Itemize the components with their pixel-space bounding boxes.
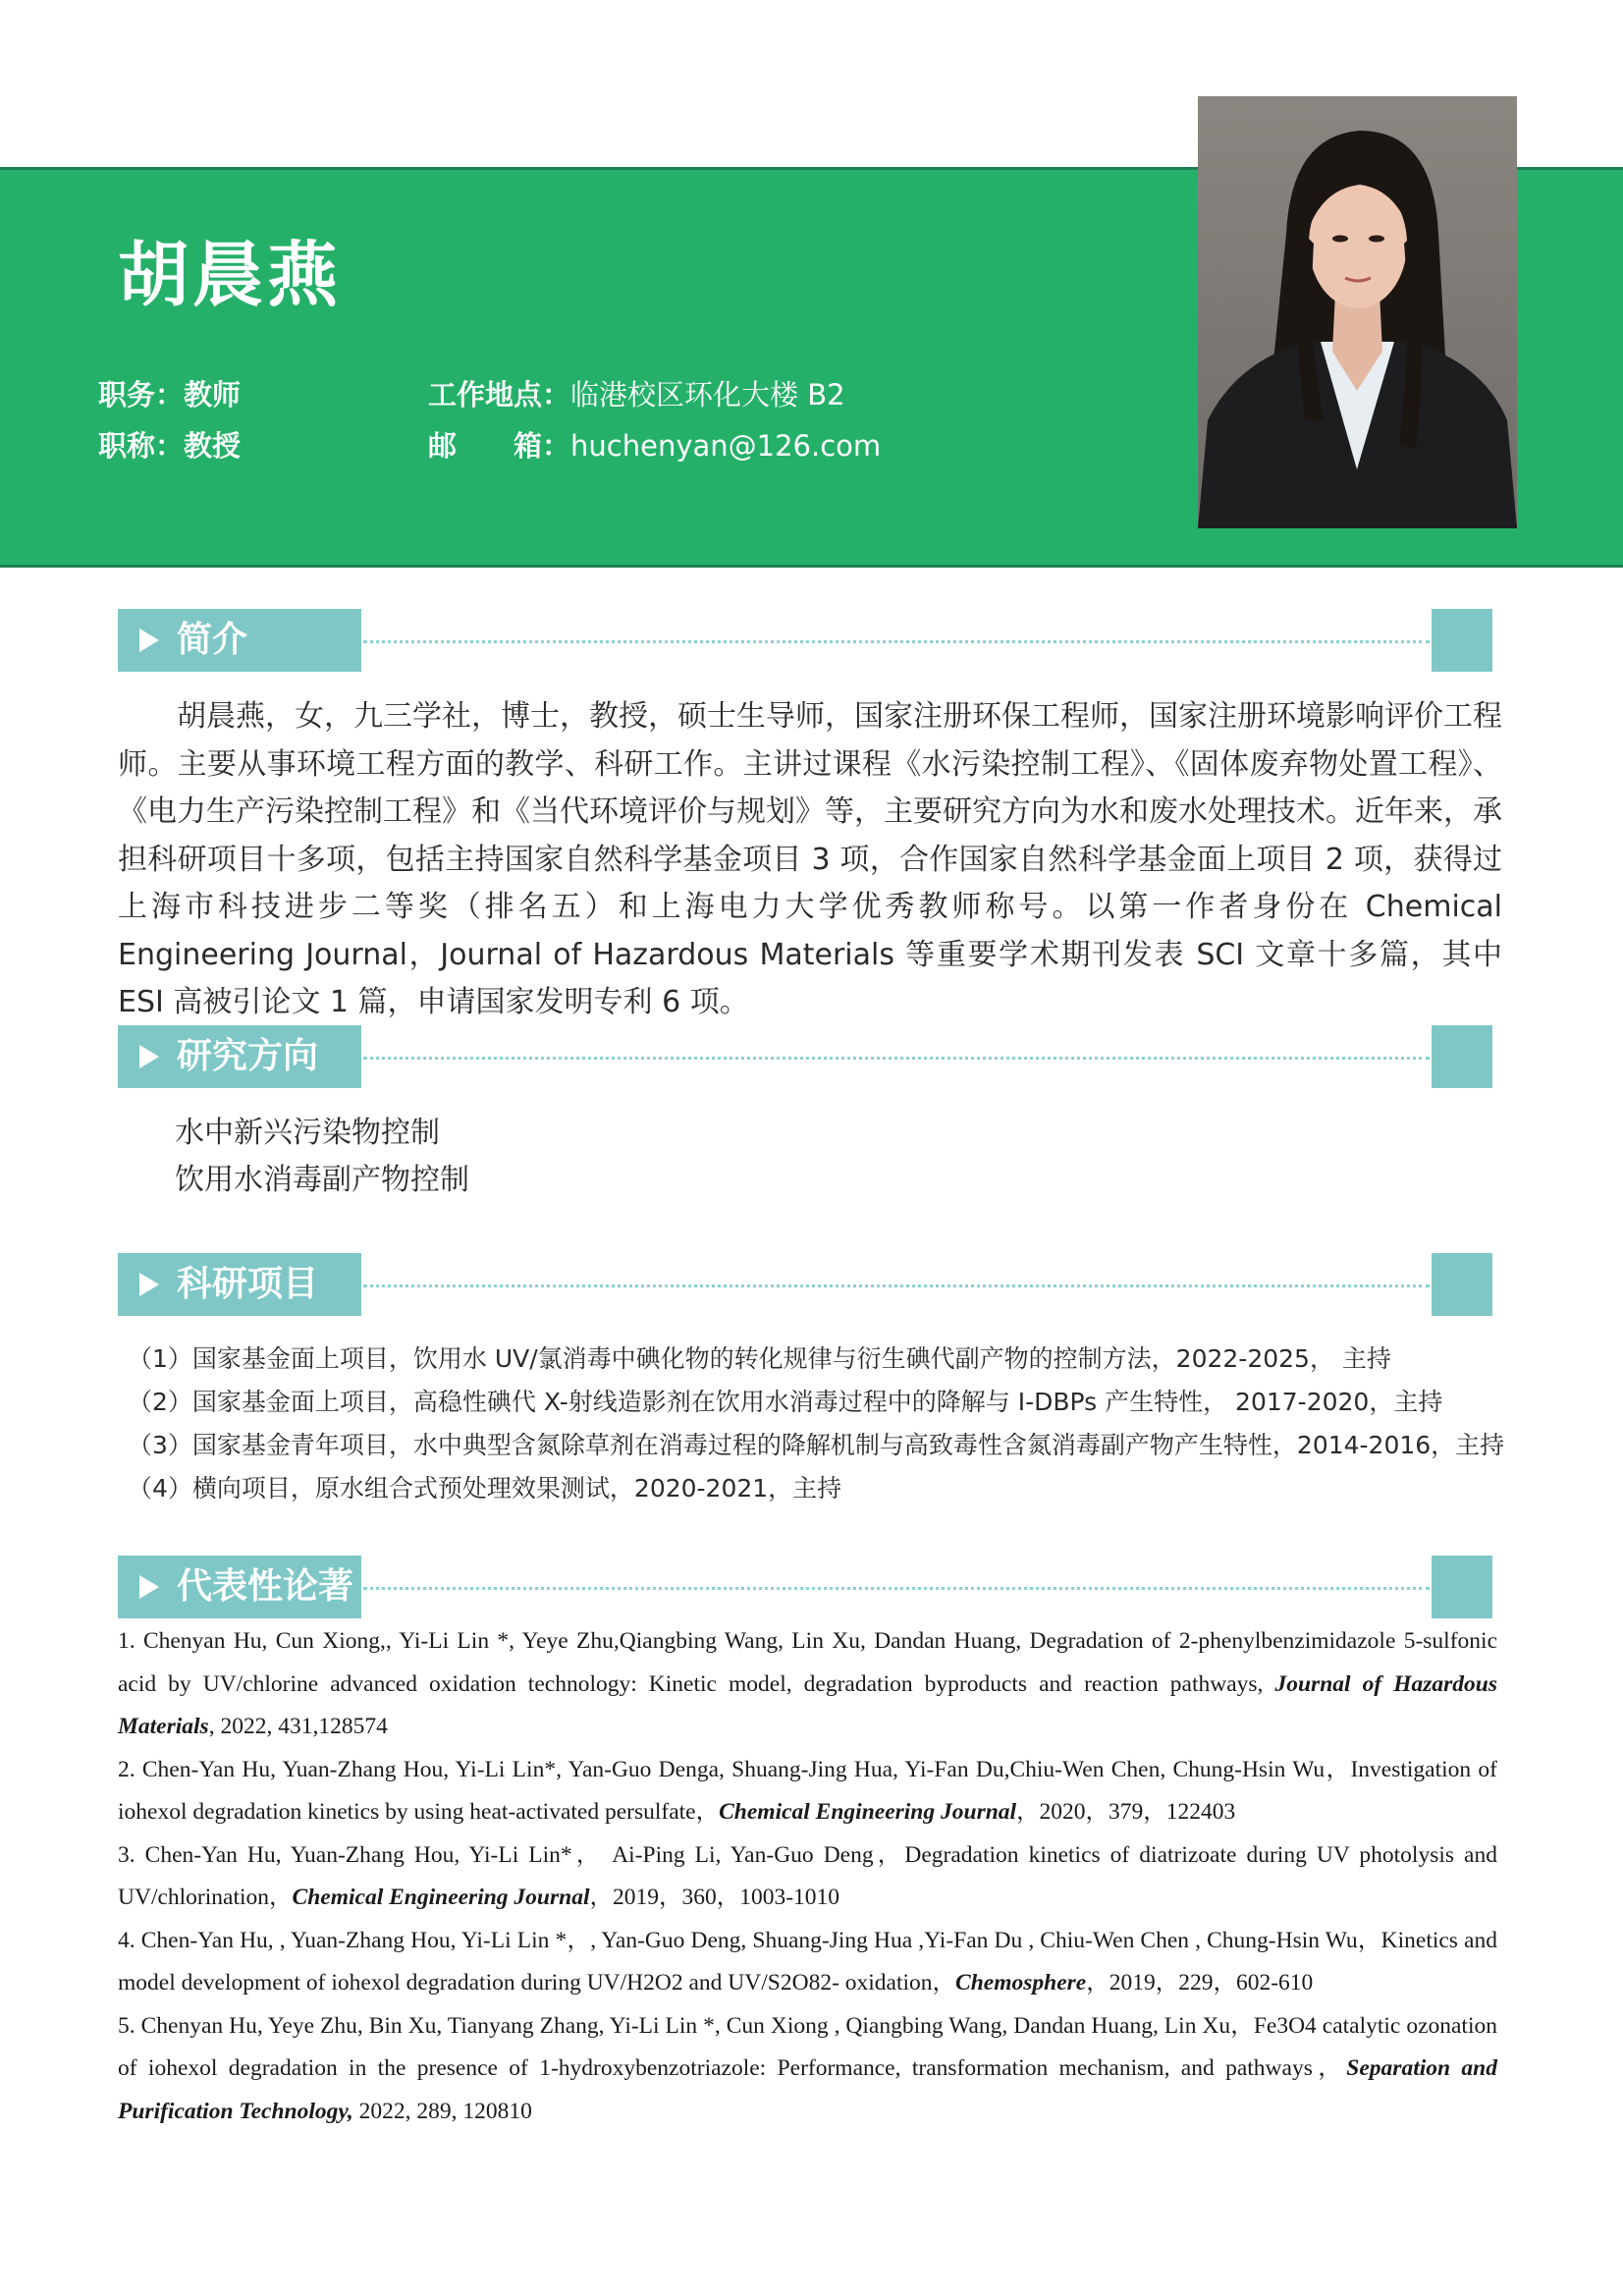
person-name: 胡晨燕 xyxy=(118,234,343,316)
triangle-icon xyxy=(139,1273,159,1296)
section-header-intro xyxy=(118,609,1492,672)
dotted-divider xyxy=(363,1587,1430,1590)
section-title: 科研项目 xyxy=(177,1264,319,1304)
research-item: 饮用水消毒副产物控制 xyxy=(175,1163,469,1197)
section-header-projects xyxy=(118,1253,1492,1316)
paper-citation: 4. Chen-Yan Hu, , Yuan-Zhang Hou, Yi-Li Lin *，, Yan-Guo Deng, Shuang-Jing Hua ,Yi-Fan Du , Chiu-Wen Chen , Chung-Hsin Wu，Kinetics and model development of iohexol degradation during UV/H2O2 and UV/S2O82- oxidation， xyxy=(118,1927,1497,1995)
location-value: 临港校区环化大楼 B2 xyxy=(570,378,845,411)
email-label: 邮 箱： xyxy=(428,429,571,463)
position-info xyxy=(98,373,241,413)
paper-citation: 2. Chen-Yan Hu, Yuan-Zhang Hou, Yi-Li Lin*, Yan-Guo Denga, Shuang-Jing Hua, Yi-Fan Du,Chiu-Wen Chen, Chung-Hsin Wu，Investigation of iohexol degradation kinetics by using heat-activated persulfate， xyxy=(118,1756,1497,1825)
paper-citation: 1. Chenyan Hu, Cun Xiong,, Yi-Li Lin *, Yeye Zhu,Qiangbing Wang, Lin Xu, Dandan Huang, Degradation of 2-phenylbenzimidazole 5-sulfonic acid by UV/chlorine advanced oxidation technology: Kinetic model, degradation byproducts and reaction pathways, xyxy=(118,1628,1497,1697)
title-info xyxy=(98,424,241,465)
location-info xyxy=(428,373,845,413)
project-item: （3）国家基金青年项目，水中典型含氮除草剂在消毒过程的降解机制与高致毒性含氮消毒副产物产生特性，2014-2016，主持 xyxy=(128,1431,1505,1459)
section-tag xyxy=(118,609,361,672)
triangle-icon xyxy=(139,1045,159,1068)
triangle-icon xyxy=(139,1575,159,1599)
section-end-block xyxy=(1432,1025,1492,1088)
dotted-divider xyxy=(363,1057,1430,1060)
section-end-block xyxy=(1432,1556,1492,1618)
paper-details: ，2020，379，122403 xyxy=(1016,1799,1236,1825)
research-list xyxy=(175,1110,469,1204)
section-tag xyxy=(118,1025,361,1088)
paper-item xyxy=(118,2005,1497,2134)
position-label: 职务： xyxy=(98,378,185,411)
paper-journal: Chemical Engineering Journal xyxy=(719,1799,1017,1825)
intro-text: 胡晨燕，女，九三学社，博士，教授，硕士生导师，国家注册环保工程师，国家注册环境影响评价工程师。主要从事环境工程方面的教学、科研工作。主讲过课程《水污染控制工程》、《固体废弃物处置工程》、《电力生产污染控制工程》和《当代环境评价与规划》等，主要研究方向为水和废水处理技术。近年来，承担科研项目十多项，包括主持国家自然科学基金项目 3 项，合作国家自然科学基金面上项目 2 项，获得过上海市科技进步二等奖（排名五）和上海电力大学优秀教师称号。以第一作者身份在 Chemical Engineering Journal，Journal of Hazardous Materials 等重要学术期刊发表 SCI 文章十多篇，其中 ESI 高被引论文 1 篇，申请国家发明专利 6 项。 xyxy=(118,699,1502,1019)
location-label: 工作地点： xyxy=(428,378,571,411)
project-item: （2）国家基金面上项目，高稳性碘代 X-射线造影剂在饮用水消毒过程中的降解与 I-DBPs 产生特性， 2017-2020，主持 xyxy=(128,1388,1443,1416)
project-item: （4）横向项目，原水组合式预处理效果测试，2020-2021，主持 xyxy=(128,1474,842,1503)
section-end-block xyxy=(1432,1253,1492,1316)
paper-item xyxy=(118,1620,1497,1749)
intro-paragraph xyxy=(118,693,1502,1027)
research-item: 水中新兴污染物控制 xyxy=(175,1116,440,1150)
paper-journal: Journal of Hazardous Materials xyxy=(118,1670,1497,1739)
paper-item xyxy=(118,1749,1497,1834)
paper-journal: Chemosphere xyxy=(955,1970,1087,1995)
dotted-divider xyxy=(363,640,1430,643)
portrait-photo xyxy=(1198,96,1517,528)
section-header-research xyxy=(118,1025,1492,1088)
paper-details: ，2019，360，1003-1010 xyxy=(589,1885,840,1910)
paper-details: 2022, 289, 120810 xyxy=(352,2098,532,2124)
title-label: 职称： xyxy=(98,429,185,463)
title-value: 教授 xyxy=(184,429,242,463)
paper-journal: Chemical Engineering Journal xyxy=(292,1885,590,1910)
dotted-divider xyxy=(363,1285,1430,1287)
section-header-papers xyxy=(118,1556,1492,1618)
paper-item xyxy=(118,1920,1497,2005)
paper-citation: 5. Chenyan Hu, Yeye Zhu, Bin Xu, Tianyang Zhang, Yi-Li Lin *, Cun Xiong , Qiangbing Wang, Dandan Huang, Lin Xu，Fe3O4 catalytic ozonation of iohexol degradation in the presence of 1-hydroxybenzotriazole: Performance, transformation mechanism, and pathways， xyxy=(118,2012,1497,2081)
triangle-icon xyxy=(139,629,159,652)
section-end-block xyxy=(1432,609,1492,672)
project-list xyxy=(128,1338,1504,1510)
paper-citation: 3. Chen-Yan Hu, Yuan-Zhang Hou, Yi-Li Lin*， Ai-Ping Li, Yan-Guo Deng，Degradation kinetics of diatrizoate during UV photolysis and UV/chlorination， xyxy=(118,1841,1497,1910)
section-title: 研究方向 xyxy=(177,1036,319,1076)
paper-item xyxy=(118,1834,1497,1920)
paper-journal: Separation and Purification Technology, xyxy=(118,2055,1497,2124)
section-tag xyxy=(118,1253,361,1316)
email-value: huchenyan@126.com xyxy=(570,429,882,463)
position-value: 教师 xyxy=(184,378,242,411)
section-title: 简介 xyxy=(177,620,248,660)
email-info xyxy=(428,424,881,465)
section-tag xyxy=(118,1556,361,1618)
paper-list xyxy=(118,1620,1497,2133)
project-item: （1）国家基金面上项目，饮用水 UV/氯消毒中碘化物的转化规律与衍生碘代副产物的控制方法，2022-2025， 主持 xyxy=(128,1344,1391,1373)
section-title: 代表性论著 xyxy=(177,1566,354,1607)
paper-details: ，2019，229，602-610 xyxy=(1086,1970,1314,1995)
paper-details: , 2022, 431,128574 xyxy=(208,1714,388,1739)
